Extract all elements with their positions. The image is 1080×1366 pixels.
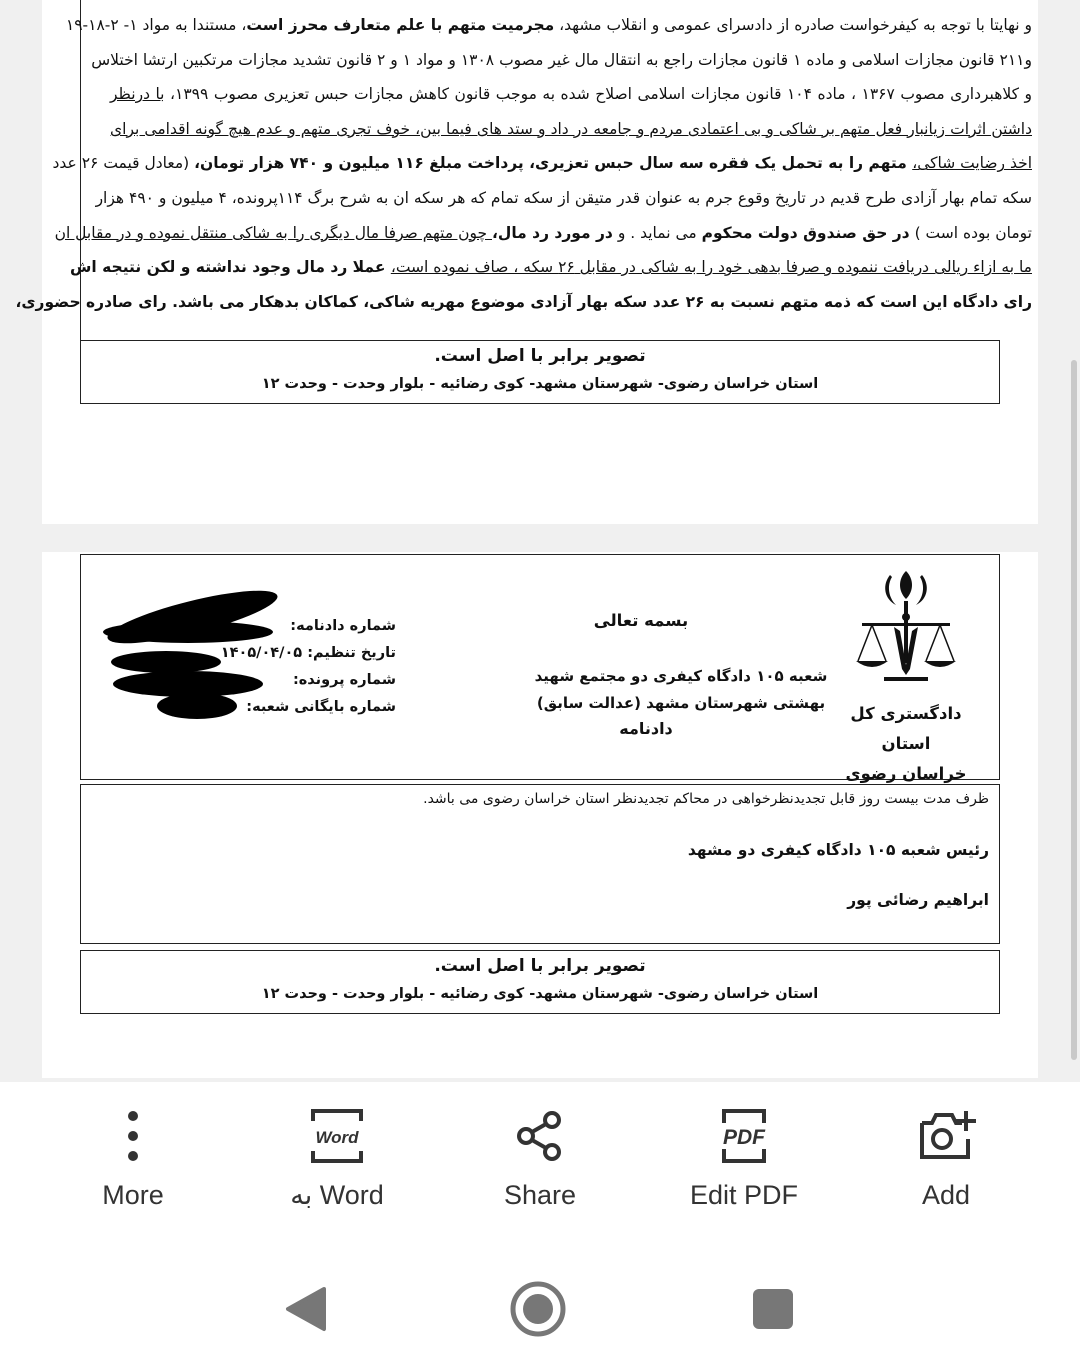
word-badge-text: Word <box>315 1128 359 1147</box>
signature-section <box>80 784 1000 944</box>
verdict-segment: ما به ازاء ریالی دریافت ننموده و صرفا بدهی خود را به شاکی در مقابل ۲۶ سکه ، صاف نموده است، <box>390 258 1032 277</box>
document-type: دادنامه <box>619 719 673 738</box>
nav-recents-button[interactable] <box>738 1274 808 1344</box>
more-vert-icon <box>123 1108 143 1164</box>
verdict-line <box>110 77 1032 112</box>
court-address: استان خراسان رضوی- شهرستان مشهد- کوی رضائیه - بلوار وحدت - وحدت ۱۲ <box>261 376 819 392</box>
bismillah-heading: بسمه تعالی <box>593 611 689 630</box>
share-label: Share <box>503 1180 577 1210</box>
verdict-segment: اخذ رضایت شاکی، <box>912 154 1032 173</box>
verdict-segment: چون متهم صرفا مال دیگری را به شاکی منتقل نموده و در مقابل ان <box>54 223 492 242</box>
redaction-mark <box>103 621 273 643</box>
verdict-segment: با درنظر <box>110 85 165 104</box>
document-page-1 <box>15 0 1038 524</box>
nav-back-button[interactable] <box>271 1274 341 1344</box>
document-header <box>80 554 1000 783</box>
pdf-icon <box>716 1107 772 1165</box>
verdict-segment: (معادل قیمت ۲۶ عدد <box>52 154 195 173</box>
verdict-line <box>65 8 1032 43</box>
appeal-notice: ظرف مدت بیست روز قابل تجدیدنظرخواهی در محاکم تجدیدنظر استان خراسان رضوی می باشد. <box>423 791 989 807</box>
share-icon <box>516 1110 564 1162</box>
add-button[interactable] <box>851 1104 1041 1211</box>
redaction-mark <box>111 651 221 673</box>
convert-to-word-button[interactable] <box>242 1104 432 1211</box>
pdf-badge-text: PDF <box>723 1126 765 1149</box>
verdict-segment: تومان بوده است ) <box>909 223 1032 242</box>
verdict-segment: سکه تمام بهار آزادی طرح قدیم در تاریخ وقوع جرم به عنوان قدر متیقن از سکه تمام که هر سکه ان به شرح برگ ۱۱۴پرونده، ۴ میلیون و ۴۹۰ هزار <box>95 188 1032 207</box>
bottom-toolbar <box>0 1082 1080 1232</box>
verdict-segment: ، مستندا به مواد ۱- ۲-۱۸-۱۹ <box>65 16 247 34</box>
certification-box <box>80 950 1000 1014</box>
verdict-segment: در حق صندوق دولت محکوم <box>701 223 910 242</box>
court-address: استان خراسان رضوی- شهرستان مشهد- کوی رضائیه - بلوار وحدت - وحدت ۱۲ <box>261 986 819 1002</box>
date-label: تاریخ تنظیم: <box>307 645 396 661</box>
more-label: More <box>102 1180 164 1210</box>
share-button[interactable] <box>445 1104 635 1211</box>
verdict-line <box>91 43 1032 78</box>
court-name-line-1: دادگستری کل استان <box>850 704 962 753</box>
case-number-label: شماره پرونده: <box>292 672 396 688</box>
back-icon <box>284 1285 328 1333</box>
archive-number-label: شماره بایگانی شعبه: <box>246 699 396 715</box>
certified-copy-text: تصویر برابر با اصل است. <box>434 346 646 366</box>
verdict-segment: داشتن اثرات زیانبار فعل متهم بر شاکی و بی اعتمادی مردم و جامعه در داد و ستد های فیما بین، خوف تجری متهم و عدم هیچ گونه اقدامی برای <box>110 119 1032 138</box>
document-page-2 <box>42 552 1038 1078</box>
court-name-line-2: خراسان رضوی <box>845 764 967 783</box>
nav-home-button[interactable] <box>503 1274 573 1344</box>
judiciary-emblem-icon <box>854 565 958 693</box>
verdict-text <box>15 8 1033 319</box>
more-button[interactable] <box>38 1104 228 1211</box>
verdict-segment: و۲۱۱ قانون مجازات اسلامی و ماده ۱ قانون مجازات راجع به انتقال مال غیر مصوب ۱۳۰۸ و مواد ۱ و ۲ قانون تشدید مجازات مرتکبین ارتشا اختلاس <box>91 50 1032 69</box>
certification-box <box>80 340 1000 404</box>
verdict-segment: در مورد رد مال، <box>492 223 613 242</box>
redaction-mark <box>157 693 237 719</box>
scrollbar[interactable] <box>1071 360 1077 1060</box>
verdict-line <box>54 216 1032 251</box>
add-label: Add <box>921 1180 971 1210</box>
verdict-segment: متهم را به تحمل یک فقره سه سال حبس تعزیری، پرداخت مبلغ ۱۱۶ میلیون و ۷۴۰ هزار تومان، <box>194 154 913 173</box>
edit-pdf-button[interactable] <box>649 1104 839 1211</box>
verdict-segment: می نماید . و <box>612 223 702 242</box>
word-label: به Word <box>290 1180 384 1210</box>
verdict-line <box>70 250 1032 285</box>
judge-title: رئیس شعبه ۱۰۵ دادگاه کیفری دو مشهد <box>687 841 989 859</box>
certified-copy-text: تصویر برابر با اصل است. <box>434 956 646 976</box>
verdict-segment: عملا رد مال وجود نداشته و لکن نتیجه اش <box>70 258 391 277</box>
judge-name: ابراهیم رضائی پور <box>847 891 989 909</box>
verdict-line <box>15 285 1032 320</box>
verdict-number-label: شماره دادنامه: <box>290 618 396 634</box>
branch-name: شعبه ۱۰۵ دادگاه کیفری دو مجتمع شهید بهشتی شهرستان مشهد (عدالت سابق) <box>534 667 828 712</box>
verdict-segment: رای دادگاه این است که ذمه متهم نسبت به ۲۶ عدد سکه بهار آزادی موضوع مهریه شاکی، کماکان بدهکار می باشد. رای صادره حضوری، <box>15 292 1032 311</box>
verdict-segment: مجرمیت متهم با علم متعارف محرز است <box>246 16 555 34</box>
verdict-line <box>95 181 1032 216</box>
verdict-segment: و نهایتا با توجه به کیفرخواست صادره از دادسرای عمومی و انقلاب مشهد، <box>554 16 1032 34</box>
recents-icon <box>751 1287 795 1331</box>
edit-pdf-label: Edit PDF <box>689 1180 799 1210</box>
verdict-segment: و کلاهبرداری مصوب ۱۳۶۷ ، ماده ۱۰۴ قانون مجازات اسلامی اصلاح شده به موجب قانون کاهش مجازات حبس تعزیری مصوب ۱۳۹۹، <box>164 85 1033 104</box>
date-value: ۱۴۰۵/۰۴/۰۵ <box>220 645 303 661</box>
verdict-line <box>110 112 1032 147</box>
system-navigation-bar <box>0 1232 1080 1366</box>
word-icon <box>309 1107 365 1165</box>
home-icon <box>509 1280 567 1338</box>
add-photo-icon <box>916 1109 976 1163</box>
verdict-line <box>52 146 1032 181</box>
